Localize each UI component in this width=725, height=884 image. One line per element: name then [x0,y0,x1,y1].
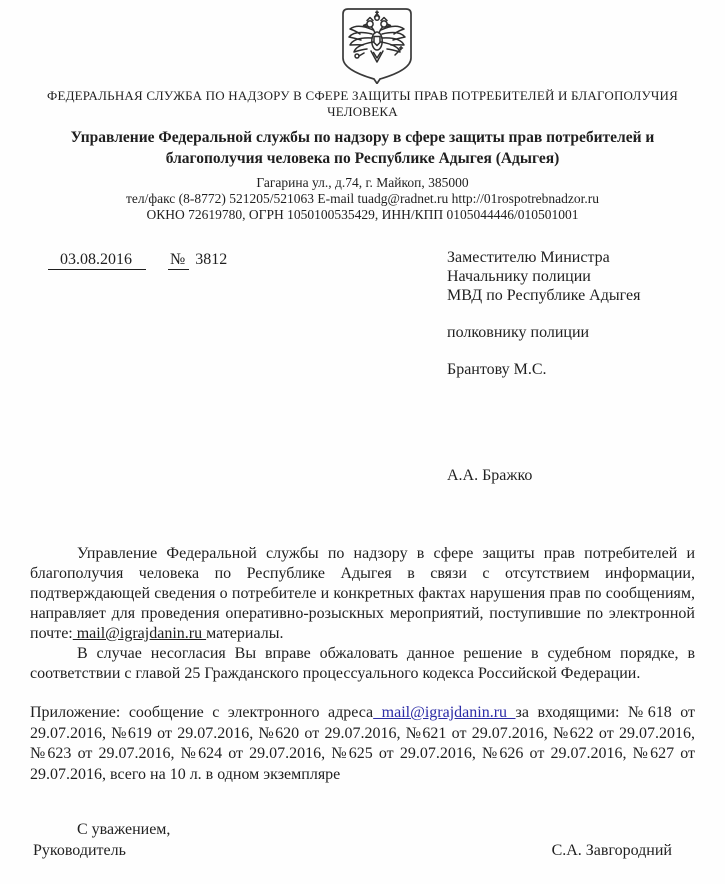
recipient-line3: МВД по Республике Адыгея [447,287,641,304]
body-paragraph-1 [30,544,695,644]
recipient-block [447,248,640,379]
document-date: 03.08.2016 [48,251,146,270]
org-codes: ОКНО 72619780, ОГРН 1050100535429, ИНН/КПП 0105044446/010501001 [146,207,579,222]
org-name-line2: благополучия человека по Республике Адыгея (Адыгея) [165,150,560,167]
coat-of-arms-icon [340,6,414,84]
agency-name-line1: ФЕДЕРАЛЬНАЯ СЛУЖБА ПО НАДЗОРУ В СФЕРЕ ЗАЩИТЫ ПРАВ ПОТРЕБИТЕЛЕЙ И БЛАГОПОЛУЧИЯ [46,88,679,103]
body-paragraph-2: В случае несогласия Вы вправе обжаловать данное решение в судебном порядке, в соответствии с главой 25 Гражданского процессуального кодекса Российской Федерации. [30,645,695,682]
org-contacts: тел/факс (8-8772) 521205/521063 E-mail tuadg@radnet.ru http://01rospotrebnadzor.ru [125,191,600,206]
recipient-line1: Заместителю Министра [447,249,610,266]
attachment-text: Приложение: сообщение с электронного адреса [30,704,374,721]
attachment-email-link[interactable]: mail@igrajdanin.ru [373,704,516,721]
document-number: 3812 [195,251,228,268]
number-sign: № [168,251,189,270]
letter-body [30,544,695,684]
agency-name-line2: ЧЕЛОВЕКА [327,104,398,119]
letterhead [0,88,725,223]
email-link[interactable]: mail@igrajdanin.ru [72,625,207,642]
recipient-name: Брантову М.С. [447,361,547,378]
closing-phrase: С уважением, [77,821,171,838]
recipient-rank: полковнику полиции [447,324,590,341]
paragraph1-text-end: материалы. [206,625,284,642]
executor-name: А.А. Бражко [447,467,533,484]
attachment-text-end: за входящими: №618 от 29.07.2016, №619 от 29.07.2016, №620 от 29.07.2016, №621 от 29.07.2016, №622 от 29.07.2016, №623 от 29.07.2016, №624 от 29.07.2016, №625 от 29.07.2016, №626 от 29.07.2016, №627 от 29.07.2016, всего на 10 л. в одном экземпляре [30,704,695,783]
paragraph1-text: Управление Федеральной службы по надзору в сфере защиты прав потребителей и благополучия человека по Республике Адыгея в связи с отсутствием информации, подтверждающей сведения о потребителе и конкретных фактах нарушения прав по сообщениям, направляет для проведения оперативно-розыскных мероприятий, поступившие по электронной почте: [30,545,695,642]
reference-line [48,251,227,269]
signer-position: Руководитель [33,842,126,859]
attachment-paragraph [30,703,695,785]
org-name-line1: Управление Федеральной службы по надзору в сфере защиты прав потребителей и [70,129,655,146]
signer-name: С.А. Завгородний [551,842,672,859]
recipient-line2: Начальнику полиции [447,268,591,285]
signature-block [33,819,695,861]
org-address: Гагарина ул., д.74, г. Майкоп, 385000 [256,175,469,190]
